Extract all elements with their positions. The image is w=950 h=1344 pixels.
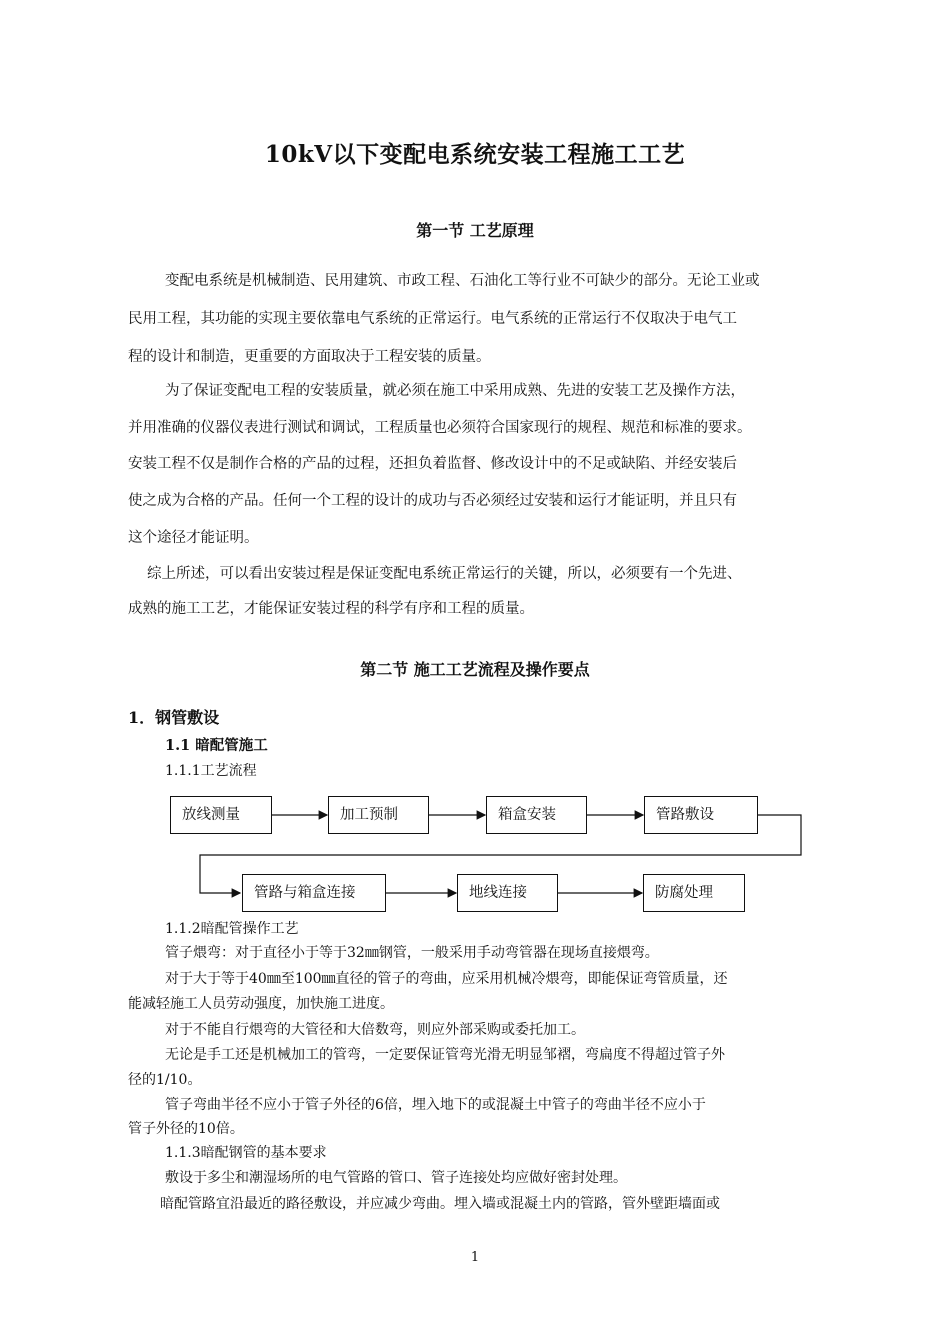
page-number: 1 — [470, 1250, 480, 1265]
paragraph-line: 成熟的施工工艺，才能保证安装过程的科学有序和工程的质量。 — [128, 601, 534, 617]
paragraph-line: 径的1/10。 — [128, 1072, 202, 1088]
paragraph-line: 管子煨弯：对于直径小于等于32㎜钢管，一般采用手动弯管器在现场直接煨弯。 — [165, 945, 659, 961]
paragraph-line: 能减轻施工人员劳动强度，加快施工进度。 — [128, 996, 394, 1012]
paragraph-line: 这个途径才能证明。 — [128, 530, 259, 546]
paragraph-line: 管子外径的10倍。 — [128, 1121, 244, 1137]
paragraph-line: 对于大于等于40㎜至100㎜直径的管子的弯曲，应采用机械冷煨弯，即能保证弯管质量，还 — [165, 971, 728, 987]
subheading-requirements: 1.1.3暗配钢管的基本要求 — [165, 1145, 327, 1161]
paragraph-line: 暗配管路宜沿最近的路径敷设，并应减少弯曲。埋入墙或混凝土内的管路，管外壁距墙面或 — [160, 1196, 720, 1212]
paragraph-line: 敷设于多尘和潮湿场所的电气管路的管口、管子连接处均应做好密封处理。 — [165, 1170, 627, 1186]
section-2-heading: 第二节 施工工艺流程及操作要点 — [360, 660, 590, 679]
flow-step-box: 防腐处理 — [643, 874, 745, 912]
paragraph-line: 管子弯曲半径不应小于管子外径的6倍，埋入地下的或混凝土中管子的弯曲半径不应小于 — [165, 1097, 706, 1113]
paragraph-line: 并用准确的仪器仪表进行测试和调试，工程质量也必须符合国家现行的规程、规范和标准的要求。 — [128, 420, 752, 436]
paragraph-line: 变配电系统是机械制造、民用建筑、市政工程、石油化工等行业不可缺少的部分。无论工业或 — [165, 273, 760, 289]
heading-steel-pipe: 1．钢管敷设 — [128, 708, 220, 727]
flow-step-box: 放线测量 — [170, 796, 272, 834]
paragraph-line: 民用工程，其功能的实现主要依靠电气系统的正常运行。电气系统的正常运行不仅取决于电气工 — [128, 311, 737, 327]
paragraph-line: 为了保证变配电工程的安装质量，就必须在施工中采用成熟、先进的安装工艺及操作方法， — [165, 383, 745, 399]
paragraph-line: 对于不能自行煨弯的大管径和大倍数弯，则应外部采购或委托加工。 — [165, 1022, 585, 1038]
flow-step-box: 加工预制 — [328, 796, 429, 834]
paragraph-line: 程的设计和制造，更重要的方面取决于工程安装的质量。 — [128, 349, 491, 365]
document-title: 10kV以下变配电系统安装工程施工工艺 — [264, 141, 686, 168]
paragraph-line: 安装工程不仅是制作合格的产品的过程，还担负着监督、修改设计中的不足或缺陷、并经安装后 — [128, 456, 737, 472]
flow-step-box: 管路敷设 — [644, 796, 758, 834]
flow-step-box: 地线连接 — [457, 874, 558, 912]
heading-concealed-pipe: 1.1 暗配管施工 — [165, 737, 268, 754]
paragraph-line: 综上所述，可以看出安装过程是保证变配电系统正常运行的关键，所以，必须要有一个先进、 — [147, 566, 742, 582]
paragraph-line: 无论是手工还是机械加工的管弯，一定要保证管弯光滑无明显邹褶，弯扁度不得超过管子外 — [165, 1047, 725, 1063]
section-1-heading: 第一节 工艺原理 — [416, 221, 534, 240]
flow-step-box: 箱盒安装 — [486, 796, 587, 834]
subheading-operation: 1.1.2暗配管操作工艺 — [165, 921, 299, 937]
flow-step-box: 管路与箱盒连接 — [242, 874, 386, 912]
paragraph-line: 使之成为合格的产品。任何一个工程的设计的成功与否必须经过安装和运行才能证明，并且只有 — [128, 493, 737, 509]
subheading-process-flow: 1.1.1工艺流程 — [165, 763, 257, 779]
